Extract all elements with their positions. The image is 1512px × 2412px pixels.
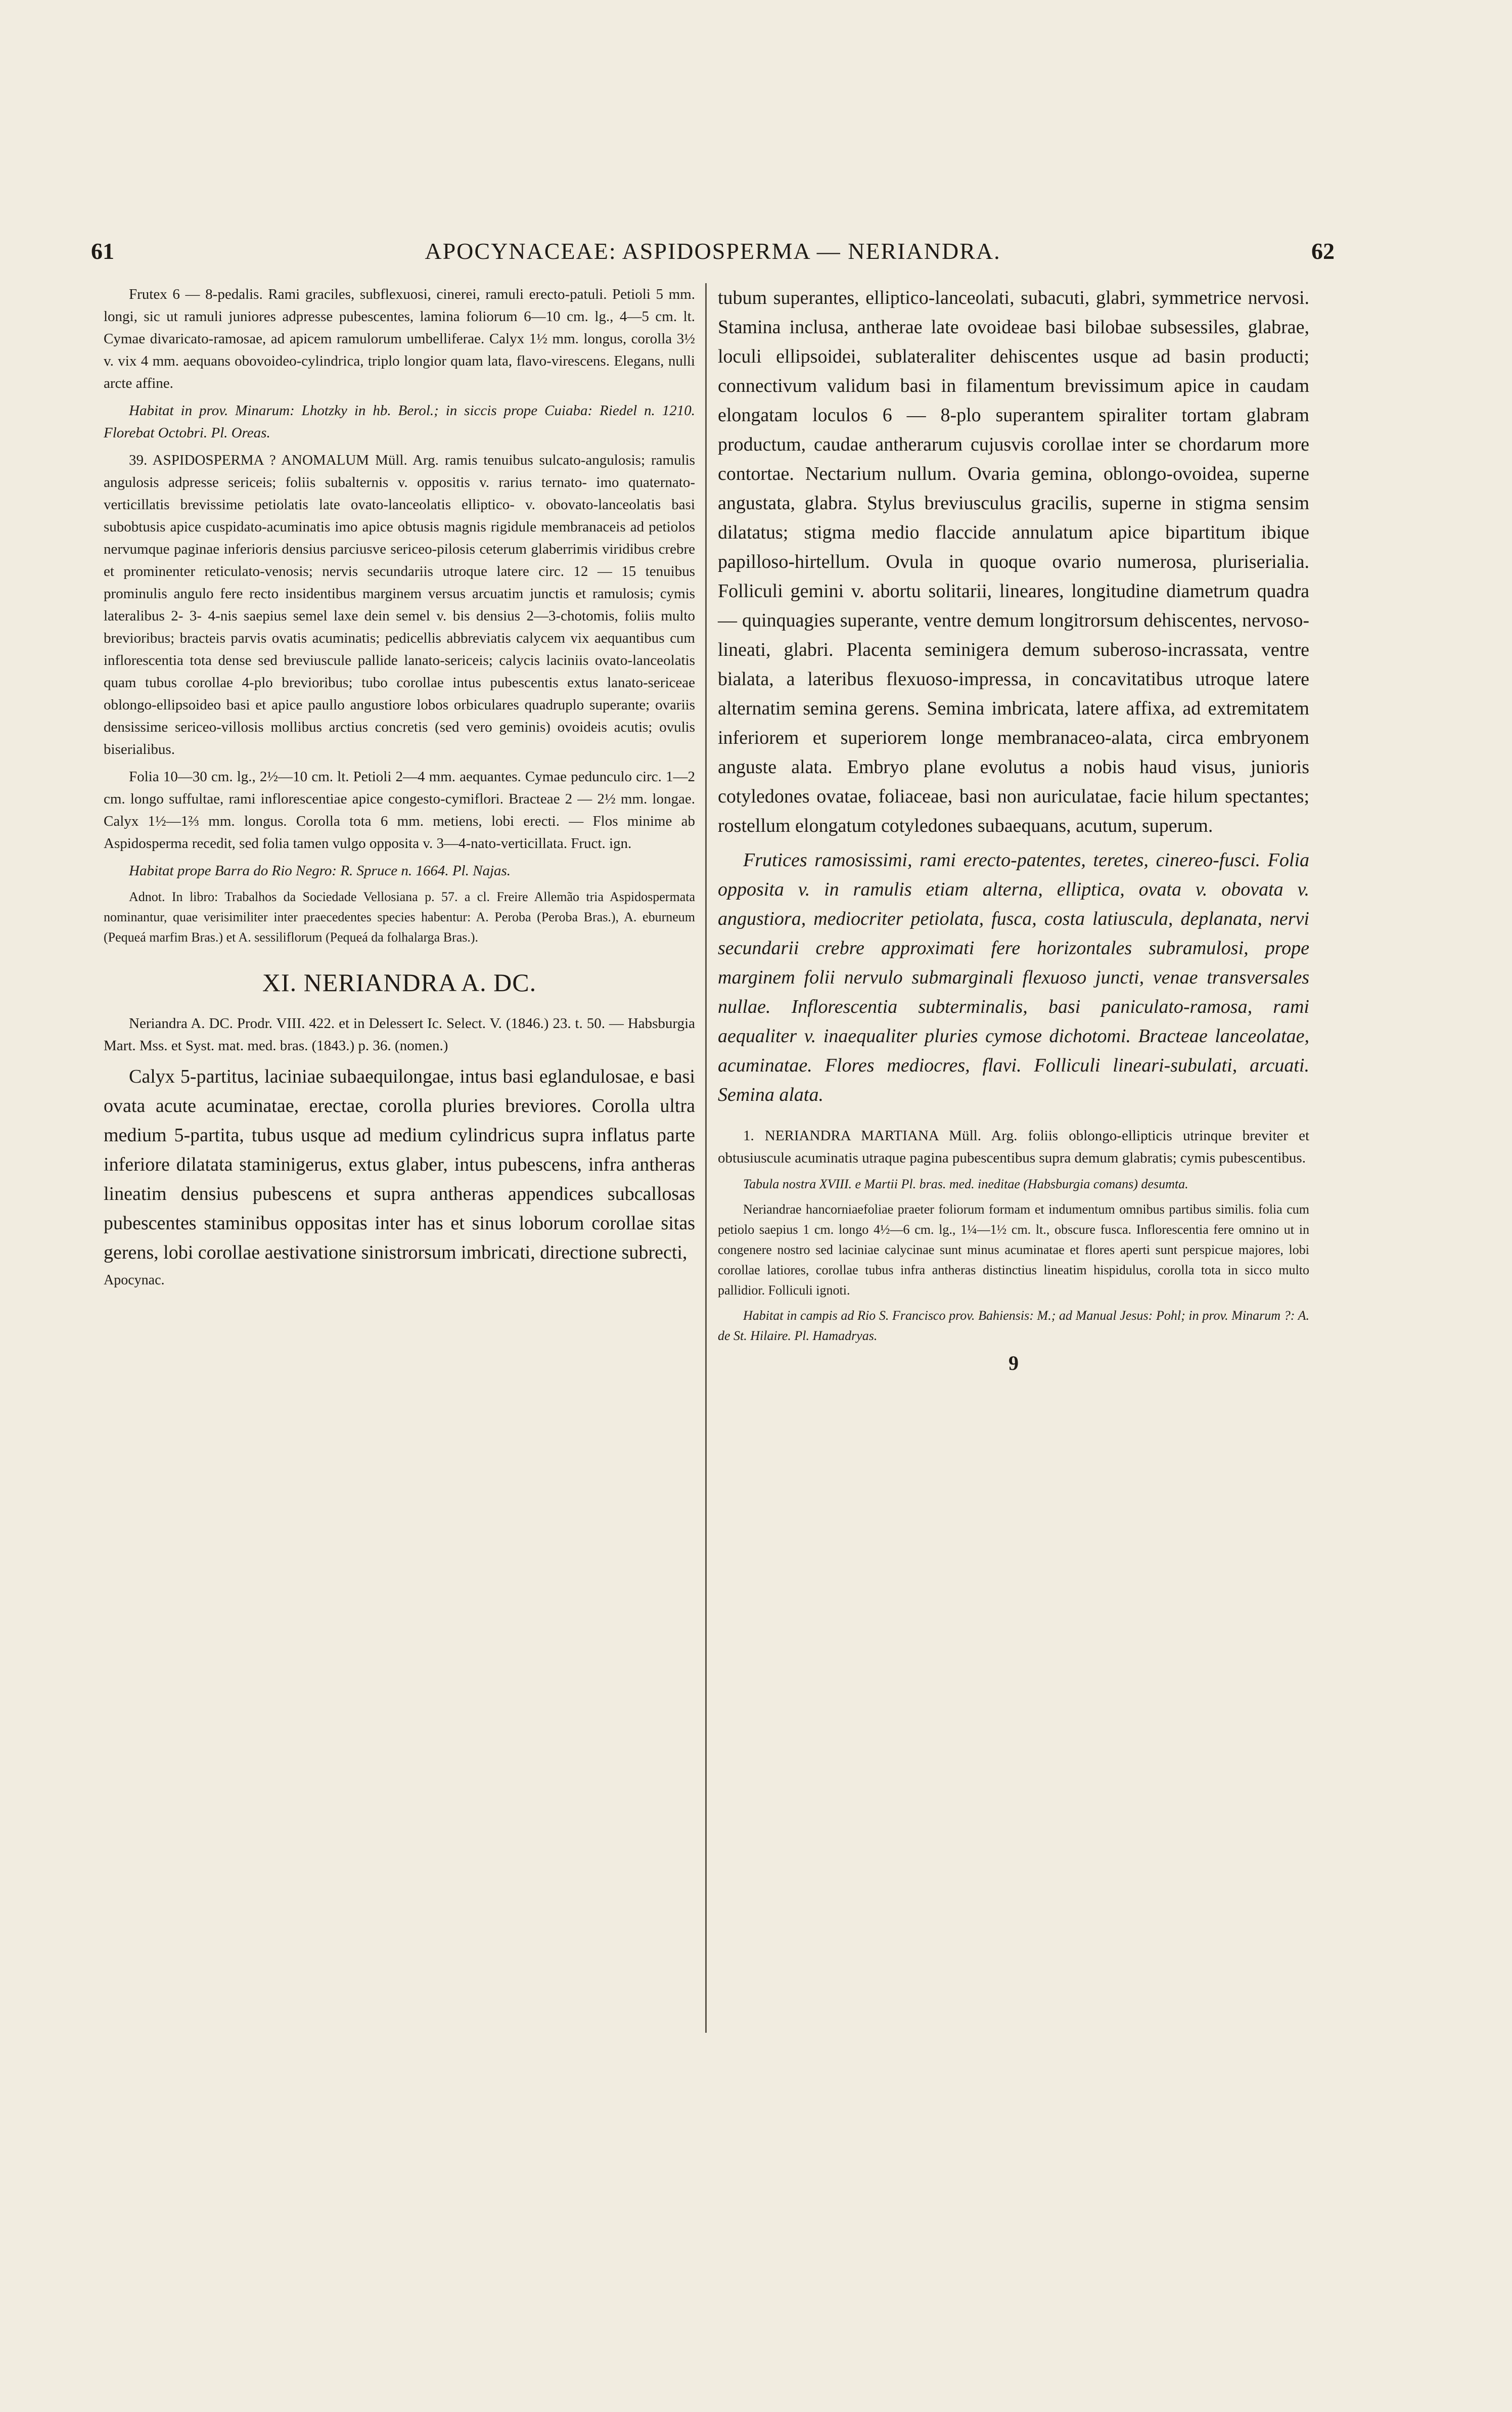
genus-description-continued: tubum superantes, elliptico-lanceolati, subacuti, glabri, symmetrice nervosi. Stamina inclusa, antherae late ovoideae basi bilobae subsessiles, glabrae, loculi ellipsoidei, sublateraliter dehiscentes usque ad basin producti; connectivum validum basi in filamentum brevissimum apice in caudam elongatam loculos 6 — 8-plo superantem spiraliter tortam glabram productum, caudae antherarum cujusvis corollae inter se chordarum more contortae. Nectarium nullum. Ovaria gemina, oblongo-ovoidea, superne angustata, glabra. Stylus breviusculus gracilis, superne in stigma sensim dilatatus; stigma medio flaccide annulatum apice bipartitum ibique papilloso-hirtellum. Ovula in quoque ovario numerosa, pluriserialia. Folliculi gemini v. abortu solitarii, lineares, longitudine diametrum quadra — quinquagies superante, ventre demum longitrorsum dehiscentes, nervoso-lineati, glabri. Placenta seminigera demum suberoso-incrassata, ventre bialata, a lateribus flexuoso-impressa, in concavitatibus utroque latere alternatim semina gerens. Semina imbricata, latere affixa, ad extremitatem inferiorem et superiorem longe membranaceo-alata, circa embryonem anguste alata. Embryo plane evolutus a nobis haud visus, junioris cotyledones ovatae, foliaceae, basi non auriculatae, facie hilum spectantes; rostellum elongatum cotyledones subaequans, acutum, superum. [718, 287, 1309, 836]
paragraph: Neriandrae hancorniaefoliae praeter foliorum formam et indumentum omnibus partibus similis. folia cum petiolo saepius 1 cm. longo 4½—6 cm. lg., 1¼—1½ cm. lt., obscure fusca. Inflorescentia fere omnino ut in congenere nostro sed laciniae calycinae sunt minus acuminatae et flores aperti sunt perspicue majores, lobi corollae latiores, corollae tubus infra antheras distinctius lineatim hispidulus, corolla tota in sicco multo pallidior. Folliculi ignoti. [718, 1202, 1309, 1298]
habitat-note: Habitat in prov. Minarum: Lhotzky in hb. Berol.; in siccis prope Cuiaba: Riedel n. 1210. Florebat Octobri. Pl. Oreas. [104, 403, 695, 441]
citation: Neriandra A. DC. Prodr. VIII. 422. et in Delessert Ic. Select. V. (1846.) 23. t. 50. — Habsburgia Mart. Mss. et Syst. mat. med. bras. (1843.) p. 36. (nomen.) [104, 1015, 695, 1054]
page-number-right: 62 [1311, 238, 1335, 264]
habitat-note: Habitat in campis ad Rio S. Francisco prov. Bahiensis: M.; ad Manual Jesus: Pohl; in prov. Minarum ?: A. de St. Hilaire. Pl. Hamadryas. [718, 1308, 1309, 1343]
page-header [91, 238, 1335, 273]
page-number-left: 61 [91, 238, 114, 264]
species-description: 1. NERIANDRA MARTIANA Müll. Arg. foliis oblongo-ellipticis utrinque breviter et obtusiuscule acuminatis utraque pagina pubescentibus supra demum glabratis; cymis pubescentibus. [718, 1128, 1309, 1166]
annotation: Adnot. In libro: Trabalhos da Sociedade Vellosiana p. 57. a cl. Freire Allemão tria Aspidospermata nominantur, quae verisimiliter inter praecedentes species habentur: A. Peroba (Peroba Bras.), A. eburneum (Pequeá marfim Bras.) et A. sessiliflorum (Pequeá da folhalarga Bras.). [104, 889, 695, 945]
habit-description: Frutices ramosissimi, rami erecto-patentes, teretes, cinereo-fusci. Folia opposita v. in ramulis etiam alterna, elliptica, ovata v. obovata v. angustiora, mediocriter petiolata, fusca, costa latiuscula, deplanata, nervi secundarii crebre approximati fere horizontales subramulosi, prope marginem folii nervulo submarginali flexuoso juncti, venae transversales nullae. Inflorescentia subterminalis, basi paniculato-ramosa, rami aequaliter v. inaequaliter pluries cymose dichotomi. Bracteae lanceolatae, acuminatae. Flores mediocres, flavi. Folliculi lineari-subulati, arcuati. Semina alata. [718, 850, 1309, 1105]
sheet-number: 9 [1009, 1352, 1019, 1374]
genus-description: Calyx 5-partitus, laciniae subaequilongae, intus basi eglandulosae, e basi ovata acute acuminatae, erectae, corolla pluries breviores. Corolla ultra medium 5-partita, tubus usque ad medium cylindricus supra inflatus parte inferiore dilatata staminigerus, extus glaber, intus pubescens, infra antheras lineatim densius pubescens et supra antheras appendices subcallosas pubescentes staminibus oppositas inter has et sinus loborum corollae sitas gerens, lobi corollae aestivatione sinistrorsum imbricati, directione subrecti, [104, 1066, 695, 1263]
right-column [718, 283, 1309, 1375]
plate-note: Tabula nostra XVIII. e Martii Pl. bras. med. ineditae (Habsburgia comans) desumta. [743, 1177, 1188, 1191]
paragraph: Frutex 6 — 8-pedalis. Rami graciles, subflexuosi, cinerei, ramuli erecto-patuli. Petioli 5 mm. longi, sic ut ramuli juniores adpresse pubescentes, lamina foliorum 6—10 cm. lg., 4—5 cm. lt. Cymae divaricato-ramosae, ad apicem ramulorum umbelliferae. Calyx 1½ mm. longus, corolla 3½ v. vix 4 mm. aequans obovoideo-cylindrica, triplo longior quam lata, flavo-virescens. Elegans, nulli arcte affine. [104, 286, 695, 391]
running-title: APOCYNACEAE: ASPIDOSPERMA — NERIANDRA. [425, 238, 1001, 264]
signature-mark: Apocynac. [104, 1272, 165, 1288]
paragraph: Folia 10—30 cm. lg., 2½—10 cm. lt. Petioli 2—4 mm. aequantes. Cymae pedunculo circ. 1—2 cm. longo suffultae, rami inflorescentiae apice congesto-cymiflori. Bracteae 2 — 2½ mm. longae. Calyx 1½—1⅔ mm. longus. Corolla tota 6 mm. metiens, lobi erecti. — Flos minime ab Aspidosperma recedit, sed folia tamen vulgo opposita v. 3—4-nato-verticillata. Fruct. ign. [104, 769, 695, 852]
column-divider [705, 283, 707, 2033]
habitat-note: Habitat prope Barra do Rio Negro: R. Spruce n. 1664. Pl. Najas. [129, 863, 511, 879]
species-description: 39. ASPIDOSPERMA ? ANOMALUM Müll. Arg. ramis tenuibus sulcato-angulosis; ramulis angulosis adpresse sericeis; foliis subalternis v. oppositis v. rarius ternato- imo quaternato-verticillatis brevissime petiolatis late ovato-lanceolatis elliptico- v. obovato-lanceolatis basi subobtusis apice cuspidato-acuminatis imo apice obtusis magnis rigidule membranaceis ad petiolos nervumque paginae inferioris densius parciusve sericeo-pilosis ceterum glaberrimis viridibus crebre et prominenter reticulato-venosis; nervis secundariis utroque latere circ. 12 — 15 tenuibus prominulis angulo fere recto insidentibus marginem versus arcuatim junctis et ramulosis; cymis lateralibus 2- 3- 4-nis saepius semel laxe dein semel v. bis densius 2—3-chotomis, foliis multo brevioribus; bracteis parvis ovatis acuminatis; pedicellis abbreviatis calycem vix aequantibus cum inflorescentia tota dense sed breviuscule pallide lanato-sericeis; calycis laciniis ovato-lanceolatis quam tubus corollae 4-plo brevioribus; tubo corollae intus pubescentis extus lanato-sericeae oblongo-ellipsoideo basi et apice paullo angustiore lobos orbiculares quadruplo superante; ovariis densissime sericeo-villosis mollibus arctius concretis (sed vero geminis) ovoideis acutis; ovulis biserialibus. [104, 452, 695, 757]
genus-heading: XI. NERIANDRA A. DC. [262, 968, 537, 997]
left-column [104, 283, 695, 1288]
